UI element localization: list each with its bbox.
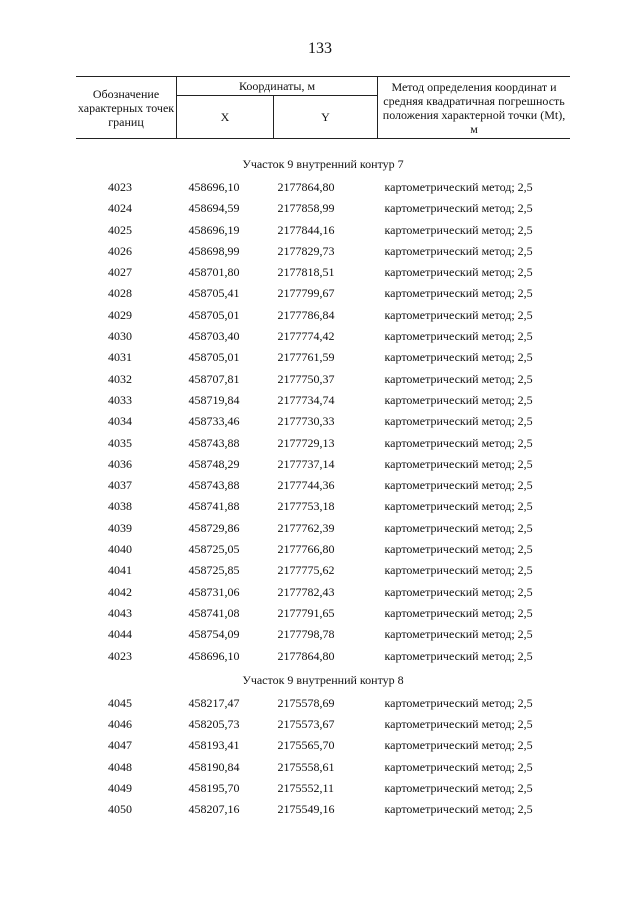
method-cell: картометрический метод; 2,5: [384, 222, 533, 237]
y-coordinate-cell: 2175573,67: [277, 717, 335, 732]
table-row: [76, 198, 570, 219]
x-coordinate-cell: 458696,10: [188, 648, 240, 663]
point-id-cell: 4050: [108, 802, 132, 817]
x-coordinate-cell: 458694,59: [188, 201, 240, 216]
y-coordinate-cell: 2177858,99: [277, 201, 335, 216]
method-cell: картометрический метод; 2,5: [384, 307, 533, 322]
table-row: [76, 241, 570, 262]
spacer-row: [76, 139, 570, 152]
y-coordinate-cell: 2177737,14: [277, 456, 335, 471]
section-title: Участок 9 внутренний контур 8: [242, 672, 404, 687]
method-cell: картометрический метод; 2,5: [384, 605, 533, 620]
point-id-cell: 4047: [108, 738, 132, 753]
x-coordinate-cell: 458733,46: [188, 414, 240, 429]
point-id-cell: 4041: [108, 563, 132, 578]
x-coordinate-cell: 458743,88: [188, 478, 240, 493]
method-cell: картометрический метод; 2,5: [384, 563, 533, 578]
method-cell: картометрический метод; 2,5: [384, 717, 533, 732]
table-row: [76, 560, 570, 581]
table-row: [76, 262, 570, 283]
y-coordinate-cell: 2177844,16: [277, 222, 335, 237]
y-coordinate-cell: 2175578,69: [277, 695, 335, 710]
point-id-cell: 4046: [108, 717, 132, 732]
method-cell: картометрический метод; 2,5: [384, 781, 533, 796]
x-coordinate-cell: 458729,86: [188, 520, 240, 535]
section-title-row: [76, 151, 570, 177]
point-id-cell: 4033: [108, 392, 132, 407]
header-method: Метод определения координат и средняя квадратичная погрешность положения характерной точки (Mt), м: [378, 77, 571, 139]
point-id-cell: 4039: [108, 520, 132, 535]
x-coordinate-cell: 458703,40: [188, 329, 240, 344]
table-row: [76, 735, 570, 756]
method-cell: картометрический метод; 2,5: [384, 371, 533, 386]
table-row: [76, 582, 570, 603]
page-number: 133: [308, 40, 332, 57]
point-id-cell: 4038: [108, 499, 132, 514]
header-point-designation: Обозначение характерных точек границ: [76, 77, 177, 139]
table-row: [76, 390, 570, 411]
x-coordinate-cell: 458696,10: [188, 180, 240, 194]
header-x: X: [177, 96, 274, 139]
point-id-cell: 4031: [108, 350, 132, 365]
method-cell: картометрический метод; 2,5: [384, 648, 533, 663]
y-coordinate-cell: 2177762,39: [277, 520, 335, 535]
x-coordinate-cell: 458190,84: [188, 759, 240, 774]
x-coordinate-cell: 458731,06: [188, 584, 240, 599]
table-row: [76, 411, 570, 432]
method-cell: картометрический метод; 2,5: [384, 584, 533, 599]
point-id-cell: 4024: [108, 201, 132, 216]
y-coordinate-cell: 2177753,18: [277, 499, 335, 514]
method-cell: картометрический метод; 2,5: [384, 802, 533, 817]
y-coordinate-cell: 2175549,16: [277, 802, 335, 817]
point-id-cell: 4026: [108, 243, 132, 258]
y-coordinate-cell: 2175558,61: [277, 759, 335, 774]
x-coordinate-cell: 458698,99: [188, 243, 240, 258]
table-row: [76, 326, 570, 347]
table-row: [76, 220, 570, 241]
point-id-cell: 4028: [108, 286, 132, 301]
y-coordinate-cell: 2177818,51: [277, 265, 335, 280]
y-coordinate-cell: 2177766,80: [277, 542, 335, 557]
y-coordinate-cell: 2177798,78: [277, 627, 335, 642]
x-coordinate-cell: 458193,41: [188, 738, 240, 753]
method-cell: картометрический метод; 2,5: [384, 265, 533, 280]
x-coordinate-cell: 458725,85: [188, 563, 240, 578]
point-id-cell: 4023: [108, 648, 132, 663]
x-coordinate-cell: 458205,73: [188, 717, 240, 732]
header-coordinates: Координаты, м: [177, 77, 378, 96]
x-coordinate-cell: 458701,80: [188, 265, 240, 280]
point-id-cell: 4048: [108, 759, 132, 774]
y-coordinate-cell: 2175552,11: [277, 781, 335, 796]
point-id-cell: 4036: [108, 456, 132, 471]
method-cell: картометрический метод; 2,5: [384, 243, 533, 258]
y-coordinate-cell: 2177744,36: [277, 478, 335, 493]
x-coordinate-cell: 458207,16: [188, 802, 240, 817]
table-row: [76, 624, 570, 645]
point-id-cell: 4043: [108, 605, 132, 620]
method-cell: картометрический метод; 2,5: [384, 456, 533, 471]
method-cell: картометрический метод; 2,5: [384, 201, 533, 216]
point-id-cell: 4032: [108, 371, 132, 386]
header-y: Y: [274, 96, 378, 139]
table-row: [76, 518, 570, 539]
method-cell: картометрический метод; 2,5: [384, 627, 533, 642]
coordinates-table: [76, 76, 570, 821]
table-row: [76, 433, 570, 454]
x-coordinate-cell: 458195,70: [188, 781, 240, 796]
x-coordinate-cell: 458696,19: [188, 222, 240, 237]
y-coordinate-cell: 2177829,73: [277, 243, 335, 258]
table-row: [76, 539, 570, 560]
x-coordinate-cell: 458725,05: [188, 542, 240, 557]
x-coordinate-cell: 458748,29: [188, 456, 240, 471]
section-title: Участок 9 внутренний контур 7: [242, 157, 404, 171]
y-coordinate-cell: 2177774,42: [277, 329, 335, 344]
table-row: [76, 646, 570, 667]
x-coordinate-cell: 458705,01: [188, 350, 240, 365]
method-cell: картометрический метод; 2,5: [384, 350, 533, 365]
x-coordinate-cell: 458754,09: [188, 627, 240, 642]
table-row: [76, 799, 570, 820]
point-id-cell: 4023: [108, 180, 132, 194]
method-cell: картометрический метод; 2,5: [384, 329, 533, 344]
point-id-cell: 4042: [108, 584, 132, 599]
point-id-cell: 4045: [108, 695, 132, 710]
point-id-cell: 4040: [108, 542, 132, 557]
y-coordinate-cell: 2177782,43: [277, 584, 335, 599]
y-coordinate-cell: 2177786,84: [277, 307, 335, 322]
table-row: [76, 177, 570, 198]
method-cell: картометрический метод; 2,5: [384, 542, 533, 557]
point-id-cell: 4044: [108, 627, 132, 642]
method-cell: картометрический метод; 2,5: [384, 414, 533, 429]
method-cell: картометрический метод; 2,5: [384, 759, 533, 774]
y-coordinate-cell: 2177734,74: [277, 392, 335, 407]
section-title-row: [76, 667, 570, 693]
x-coordinate-cell: 458719,84: [188, 392, 240, 407]
y-coordinate-cell: 2175565,70: [277, 738, 335, 753]
method-cell: картометрический метод; 2,5: [384, 180, 533, 194]
x-coordinate-cell: 458217,47: [188, 695, 240, 710]
table-row: [76, 778, 570, 799]
method-cell: картометрический метод; 2,5: [384, 435, 533, 450]
point-id-cell: 4035: [108, 435, 132, 450]
x-coordinate-cell: 458705,41: [188, 286, 240, 301]
point-id-cell: 4049: [108, 781, 132, 796]
method-cell: картометрический метод; 2,5: [384, 520, 533, 535]
y-coordinate-cell: 2177750,37: [277, 371, 335, 386]
method-cell: картометрический метод; 2,5: [384, 478, 533, 493]
table-row: [76, 603, 570, 624]
x-coordinate-cell: 458707,81: [188, 371, 240, 386]
y-coordinate-cell: 2177791,65: [277, 605, 335, 620]
x-coordinate-cell: 458743,88: [188, 435, 240, 450]
table-row: [76, 714, 570, 735]
x-coordinate-cell: 458705,01: [188, 307, 240, 322]
point-id-cell: 4029: [108, 307, 132, 322]
table-row: [76, 475, 570, 496]
y-coordinate-cell: 2177864,80: [277, 648, 335, 663]
method-cell: картометрический метод; 2,5: [384, 499, 533, 514]
table-row: [76, 454, 570, 475]
method-cell: картометрический метод; 2,5: [384, 695, 533, 710]
point-id-cell: 4034: [108, 414, 132, 429]
table-body: [76, 139, 570, 821]
table-row: [76, 347, 570, 368]
table-row: [76, 369, 570, 390]
y-coordinate-cell: 2177729,13: [277, 435, 335, 450]
y-coordinate-cell: 2177761,59: [277, 350, 335, 365]
method-cell: картометрический метод; 2,5: [384, 392, 533, 407]
method-cell: картометрический метод; 2,5: [384, 738, 533, 753]
x-coordinate-cell: 458741,88: [188, 499, 240, 514]
x-coordinate-cell: 458741,08: [188, 605, 240, 620]
y-coordinate-cell: 2177730,33: [277, 414, 335, 429]
table-row: [76, 496, 570, 517]
table-row: [76, 305, 570, 326]
point-id-cell: 4025: [108, 222, 132, 237]
y-coordinate-cell: 2177799,67: [277, 286, 335, 301]
method-cell: картометрический метод; 2,5: [384, 286, 533, 301]
table-row: [76, 693, 570, 714]
table-row: [76, 757, 570, 778]
table-header: [76, 77, 570, 139]
y-coordinate-cell: 2177775,62: [277, 563, 335, 578]
point-id-cell: 4037: [108, 478, 132, 493]
table-row: [76, 283, 570, 304]
point-id-cell: 4030: [108, 329, 132, 344]
point-id-cell: 4027: [108, 265, 132, 280]
y-coordinate-cell: 2177864,80: [277, 180, 335, 194]
